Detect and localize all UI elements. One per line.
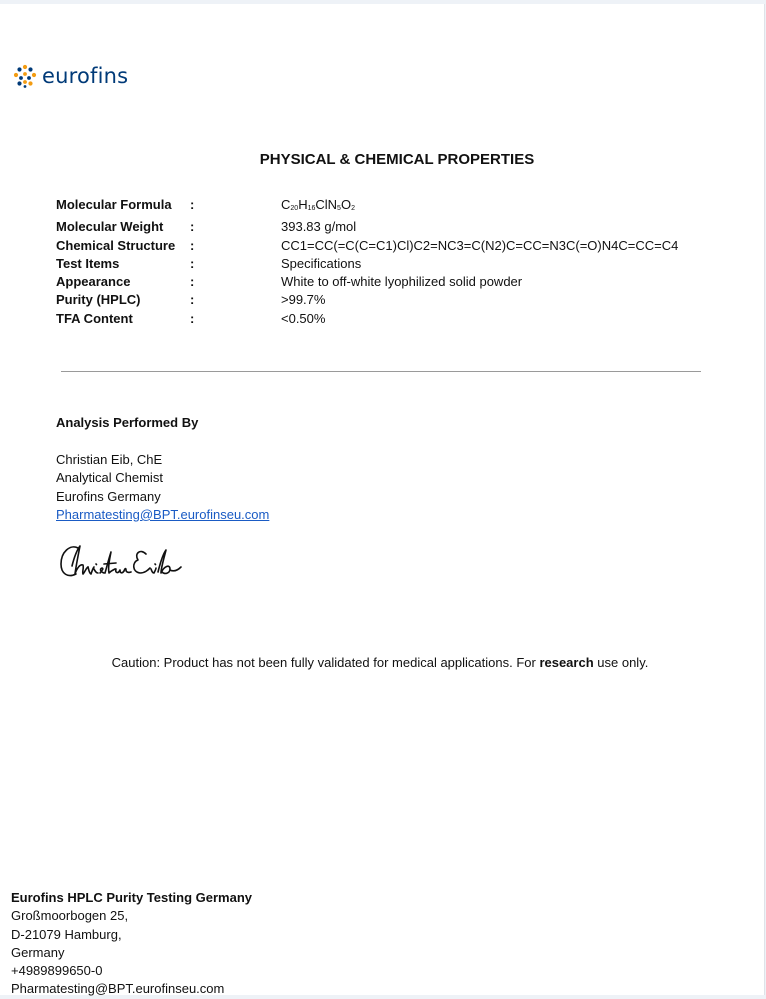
page-title: PHYSICAL & CHEMICAL PROPERTIES bbox=[259, 151, 535, 168]
property-row-test-items bbox=[56, 255, 678, 273]
analyst-role: Analytical Chemist bbox=[56, 470, 163, 486]
formula-subscript: 20 bbox=[290, 205, 299, 212]
property-label: TFA Content bbox=[56, 310, 133, 326]
formula-element: ClN bbox=[315, 197, 338, 212]
analyst-company: Eurofins Germany bbox=[56, 488, 161, 504]
property-colon: : bbox=[190, 274, 195, 290]
property-label: Molecular Weight bbox=[56, 219, 164, 235]
property-row-chemical-structure bbox=[56, 237, 678, 255]
document-page bbox=[0, 4, 765, 995]
caution-emphasis: research bbox=[539, 655, 594, 670]
caution-notice bbox=[0, 655, 760, 670]
formula-subscript: 5 bbox=[337, 205, 341, 212]
property-colon: : bbox=[190, 310, 195, 326]
analyst-block bbox=[56, 451, 269, 524]
properties-table bbox=[56, 196, 678, 328]
property-label: Appearance bbox=[56, 274, 131, 290]
caution-text-end: use only. bbox=[593, 655, 649, 670]
molecular-formula-value bbox=[281, 196, 355, 218]
property-colon: : bbox=[190, 237, 195, 253]
property-value: >99.7% bbox=[281, 292, 326, 308]
property-row-purity bbox=[56, 291, 678, 309]
footer-company: Eurofins HPLC Purity Testing Germany bbox=[11, 890, 253, 905]
property-value: <0.50% bbox=[281, 310, 326, 326]
formula-element: O bbox=[340, 197, 352, 212]
analysis-heading: Analysis Performed By bbox=[56, 415, 199, 430]
section-divider bbox=[61, 371, 701, 372]
logo-wordmark: eurofins bbox=[42, 64, 129, 88]
property-colon: : bbox=[190, 219, 195, 235]
analyst-email-link[interactable]: Pharmatesting@BPT.eurofinseu.com bbox=[56, 506, 270, 522]
handwritten-signature bbox=[58, 540, 188, 589]
property-label: Test Items bbox=[56, 255, 120, 271]
property-row-molecular-weight bbox=[56, 218, 678, 236]
property-colon: : bbox=[190, 255, 195, 271]
property-label: Molecular Formula bbox=[56, 197, 172, 212]
footer-address bbox=[11, 889, 252, 999]
footer-street: Großmoorbogen 25, bbox=[11, 908, 129, 924]
formula-element: H bbox=[298, 197, 308, 212]
footer-city: D-21079 Hamburg, bbox=[11, 926, 122, 942]
property-colon: : bbox=[190, 292, 195, 308]
eurofins-logo bbox=[13, 64, 128, 88]
property-value: White to off-white lyophilized solid powder bbox=[281, 274, 523, 290]
footer-email: Pharmatesting@BPT.eurofinseu.com bbox=[11, 981, 225, 997]
formula-element: C bbox=[281, 197, 291, 212]
footer-phone: +4989899650-0 bbox=[11, 963, 103, 979]
footer-country: Germany bbox=[11, 944, 65, 960]
caution-text: Caution: Product has not been fully validated for medical applications. For bbox=[111, 655, 540, 670]
property-row-tfa-content bbox=[56, 310, 678, 328]
property-colon: : bbox=[190, 197, 195, 212]
formula-subscript: 16 bbox=[307, 205, 316, 212]
property-label: Chemical Structure bbox=[56, 237, 176, 253]
property-label: Purity (HPLC) bbox=[56, 292, 141, 308]
property-value: CC1=CC(=C(C=C1)Cl)C2=NC3=C(N2)C=CC=N3C(=O)N4C=CC=C4 bbox=[281, 237, 679, 253]
formula-subscript: 2 bbox=[351, 205, 355, 212]
analyst-name: Christian Eib, ChE bbox=[56, 452, 163, 467]
property-value: Specifications bbox=[281, 255, 362, 271]
property-row-molecular-formula bbox=[56, 196, 678, 218]
property-value: 393.83 g/mol bbox=[281, 219, 357, 235]
eurofins-dots-logo-icon bbox=[13, 64, 37, 88]
property-row-appearance bbox=[56, 273, 678, 291]
signature-icon bbox=[58, 540, 188, 584]
